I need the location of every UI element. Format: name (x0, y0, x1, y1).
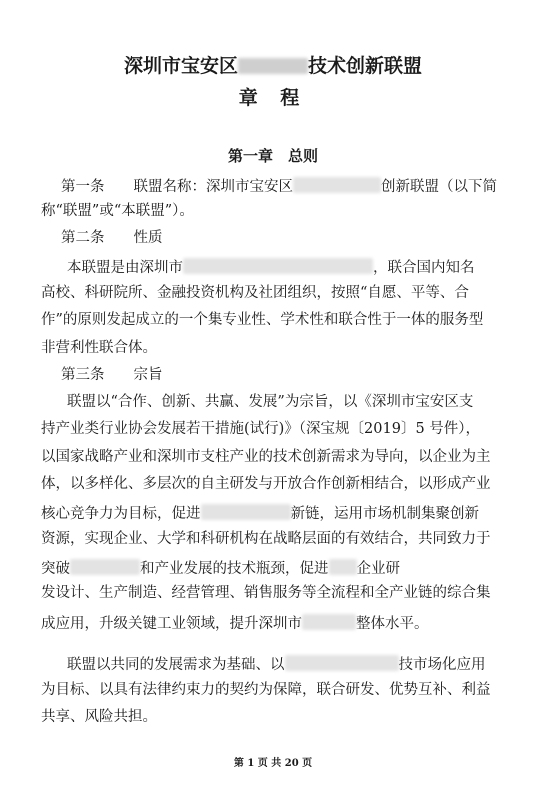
article3-line7-text-start: 突破 (41, 561, 70, 577)
document-title (0, 57, 546, 76)
article3-p2-line2: 为目标、以具有法律约束力的契约为保障，联合研发、优势互补、利益 (41, 682, 491, 698)
article3-p1-line8: 发设计、生产制造、经营管理、销售服务等全流程和全产业链的综合集 (41, 585, 491, 601)
article3-p1-line3: 以国家战略产业和深圳市支柱产业的技术创新需求为导向，以企业为主 (41, 449, 491, 465)
article2-line4: 非营利性联合体。 (41, 340, 157, 356)
page-footer: 第 1 页 共 20 页 (233, 758, 313, 769)
redacted-block (293, 177, 381, 193)
article3-p2-line1 (67, 655, 486, 673)
article3-line5-text-end: 新链，运用市场机制集聚创新 (290, 506, 479, 522)
article2-line1 (67, 258, 475, 276)
chapter-heading: 第一章 总则 (227, 147, 318, 165)
article1-text-start: 第一条 联盟名称：深圳市宝安区 (61, 179, 293, 195)
article3-line9-text-start: 成应用，升级关键工业领域，提升深圳市 (41, 616, 302, 632)
redacted-block (329, 559, 357, 575)
article1-line1 (61, 177, 497, 195)
article3-p1-line6: 资源，实现企业、大学和科研机构在战略层面的有效结合，共同致力于 (41, 531, 491, 547)
redacted-block (238, 58, 308, 74)
article3-p1-line7 (41, 559, 400, 577)
article3-p1-line1: 联盟以“合作、创新、共赢、发展”为宗旨，以《深圳市宝安区支 (67, 394, 474, 410)
redacted-block (70, 559, 140, 575)
article2-text-start: 本联盟是由深圳市 (67, 260, 183, 276)
article3-p1-line2: 持产业类行业协会发展若干措施(试行)》（深宝规〔2019〕5 号件）， (41, 421, 481, 437)
title-text-start: 深圳市宝安区 (123, 55, 238, 77)
article3-p2-line3: 共享、风险共担。 (41, 709, 157, 725)
article3-p1-line5 (41, 504, 479, 522)
article3-line5-text-start: 核心竞争力为目标，促进 (41, 506, 201, 522)
article3-line7-text-mid: 和产业发展的技术瓶颈，促进 (140, 561, 329, 577)
article1-line2: 称“联盟”或“本联盟”）。 (41, 203, 194, 219)
article1-text-end: 创新联盟（以下简 (381, 179, 497, 195)
article3-p2-text-end: 技市场化应用 (398, 657, 486, 673)
redacted-block (285, 655, 399, 671)
redacted-block (302, 614, 356, 630)
article3-p2-text-start: 联盟以共同的发展需求为基础、以 (67, 657, 285, 673)
redacted-block (201, 504, 291, 520)
article3-p1-line4: 体，以多样化、多层次的自主研发与开放合作创新相结合，以形成产业 (41, 476, 491, 492)
article2-text-end: ，联合国内知名 (373, 260, 475, 276)
title-text-end: 技术创新联盟 (308, 55, 423, 77)
redacted-block (183, 258, 373, 274)
article3-line7-text-end: 企业研 (356, 561, 400, 577)
article3-p1-line9 (41, 614, 429, 632)
article2-heading: 第二条 性质 (61, 230, 163, 246)
article3-heading: 第三条 宗旨 (61, 367, 163, 383)
article2-line3: 作”的原则发起成立的一个集专业性、学术性和联合性于一体的服务型 (41, 312, 484, 328)
article3-line9-text-end: 整体水平。 (356, 616, 429, 632)
document-subtitle: 章 程 (238, 87, 308, 109)
article2-line2: 高校、科研院所、金融投资机构及社团组织，按照“自愿、平等、合 (41, 285, 469, 301)
